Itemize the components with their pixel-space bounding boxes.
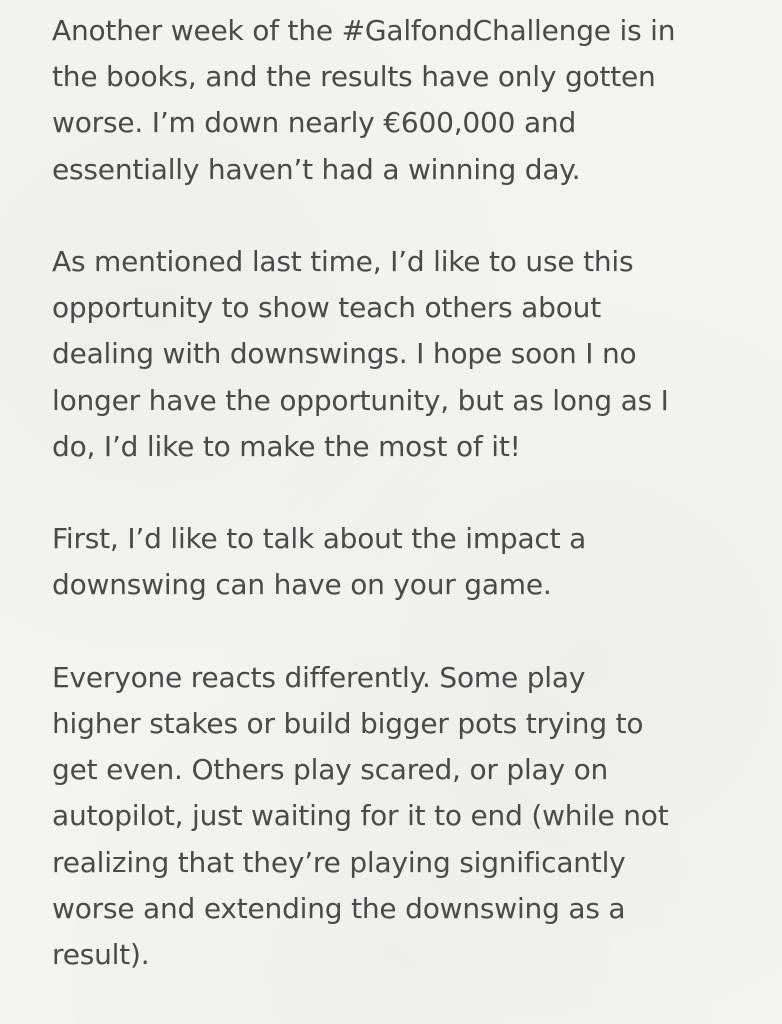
text-line: dealing with downswings. I hope soon I no <box>52 337 637 371</box>
text-line: opportunity to show teach others about <box>52 291 601 325</box>
text-line: get even. Others play scared, or play on <box>52 753 609 787</box>
text-line: essentially haven’t had a winning day. <box>52 152 581 186</box>
text-line: realizing that they’re playing significantly <box>52 845 626 879</box>
paragraph-impact-intro <box>52 516 752 608</box>
text-line: autopilot, just waiting for it to end (while not <box>52 799 669 833</box>
text-line: the books, and the results have only gotten <box>52 60 656 94</box>
paragraph-reactions <box>52 655 752 978</box>
text-line: downswing can have on your game. <box>52 568 552 602</box>
text-line: First, I’d like to talk about the impact a <box>52 522 587 556</box>
paragraph-intro <box>52 8 752 193</box>
text-line: longer have the opportunity, but as long as I <box>52 383 669 417</box>
paragraph-purpose <box>52 239 752 470</box>
text-line: result). <box>52 938 150 972</box>
text-line: Another week of the #GalfondChallenge is in <box>52 14 676 47</box>
text-line: As mentioned last time, I’d like to use this <box>52 245 634 278</box>
text-line: higher stakes or build bigger pots trying to <box>52 707 644 740</box>
text-line: do, I’d like to make the most of it! <box>52 429 521 463</box>
text-line: worse. I’m down nearly €600,000 and <box>52 106 577 140</box>
text-line: worse and extending the downswing as a <box>52 891 626 925</box>
text-line: Everyone reacts differently. Some play <box>52 660 586 694</box>
